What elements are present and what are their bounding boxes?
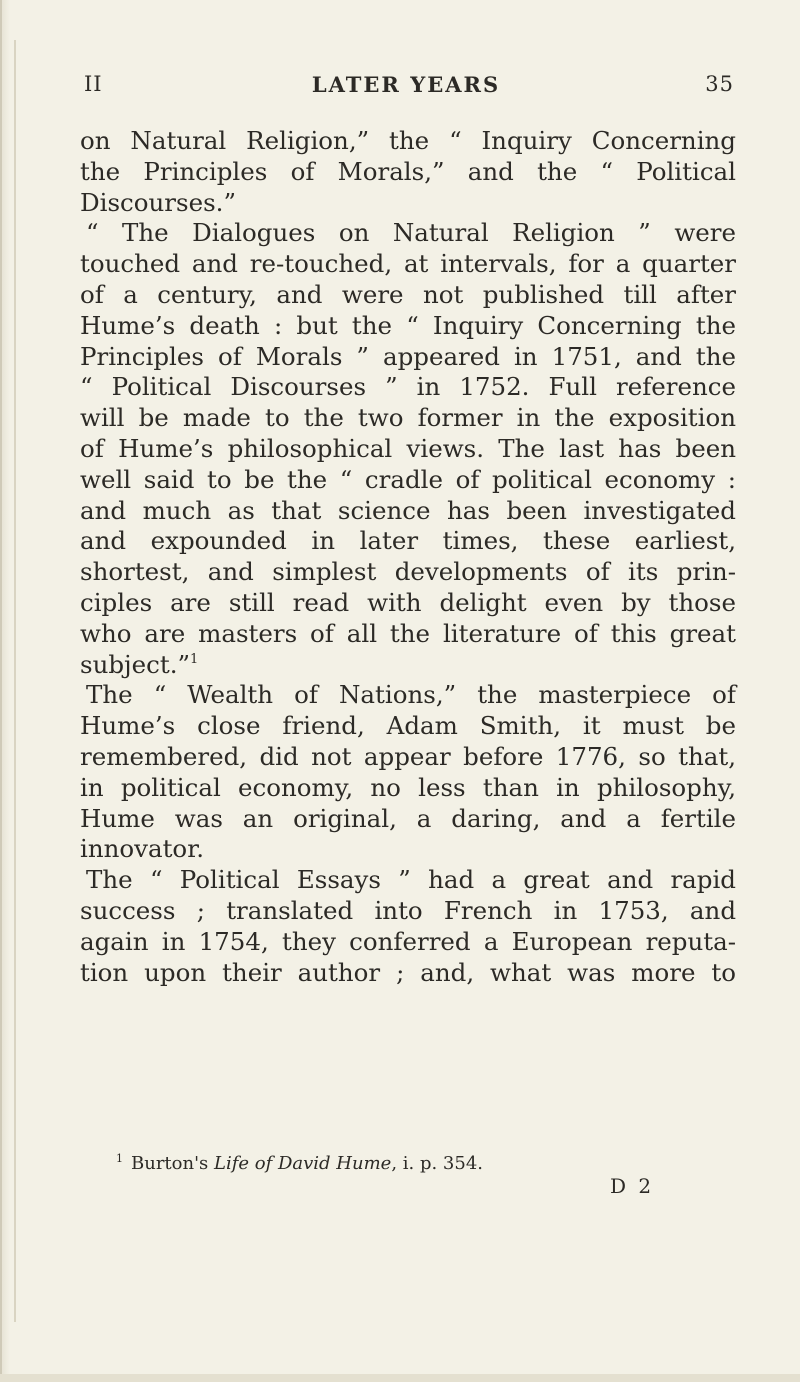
text-line: remembered, did not appear before 1776, so that, xyxy=(80,741,736,771)
text-line: Principles of Morals ” appeared in 1751, and the xyxy=(80,341,736,371)
page-edge-line xyxy=(14,40,16,1322)
footnote-suffix: , i. p. 354. xyxy=(391,1153,483,1174)
footnote-prefix: Burton's xyxy=(131,1153,214,1174)
text-line: The “ Wealth of Nations,” the masterpiece of xyxy=(86,680,736,710)
page-number: 35 xyxy=(705,72,734,96)
text-line: and much as that science has been investigated xyxy=(80,495,736,525)
footnote-reference: 1 xyxy=(190,651,199,667)
text-line: ciples are still read with delight even by those xyxy=(80,587,736,617)
text-line: touched and re-touched, at intervals, for a quarter xyxy=(80,249,736,279)
text-line: success ; translated into French in 1753, and xyxy=(80,895,736,925)
text-line: shortest, and simplest developments of its prin- xyxy=(80,557,736,587)
text-line: the Principles of Morals,” and the “ Political xyxy=(80,156,736,186)
text-line: in political economy, no less than in philosophy, xyxy=(80,772,736,802)
text-line: of a century, and were not published till after xyxy=(80,279,736,309)
text-line: on Natural Religion,” the “ Inquiry Concerning xyxy=(80,126,736,155)
page-edge xyxy=(0,0,10,1382)
footnote-title: Life of David Hume xyxy=(214,1153,392,1174)
footnote xyxy=(116,1152,756,1174)
text-line: subject.” xyxy=(80,649,191,679)
text-line: Hume’s death : but the “ Inquiry Concerning the xyxy=(80,310,736,340)
running-header xyxy=(78,72,734,102)
text-line: of Hume’s philosophical views. The last has been xyxy=(80,433,736,463)
chapter-number: II xyxy=(84,72,103,96)
text-line: Hume was an original, a daring, and a fertile xyxy=(80,803,736,833)
footnote-marker: 1 xyxy=(116,1152,123,1165)
signature-mark: D 2 xyxy=(610,1174,655,1198)
text-line: well said to be the “ cradle of political economy : xyxy=(80,464,736,494)
text-line: innovator. xyxy=(80,834,204,864)
text-line: will be made to the two former in the exposition xyxy=(80,403,736,433)
page-bottom-edge xyxy=(0,1374,800,1382)
text-line: again in 1754, they conferred a European reputa- xyxy=(80,926,736,956)
text-line: tion upon their author ; and, what was more to xyxy=(80,957,736,987)
body-text xyxy=(80,126,736,988)
text-line-with-footnote xyxy=(80,650,736,681)
text-line: Hume’s close friend, Adam Smith, it must be xyxy=(80,711,736,741)
text-line: and expounded in later times, these earliest, xyxy=(80,526,736,556)
running-title: LATER YEARS xyxy=(311,72,501,97)
text-line: “ Political Discourses ” in 1752. Full reference xyxy=(80,372,736,402)
text-line: The “ Political Essays ” had a great and rapid xyxy=(86,865,736,895)
text-line: Discourses.” xyxy=(80,187,236,217)
text-line: who are masters of all the literature of this great xyxy=(80,618,736,648)
text-line: “ The Dialogues on Natural Religion ” were xyxy=(86,218,736,248)
